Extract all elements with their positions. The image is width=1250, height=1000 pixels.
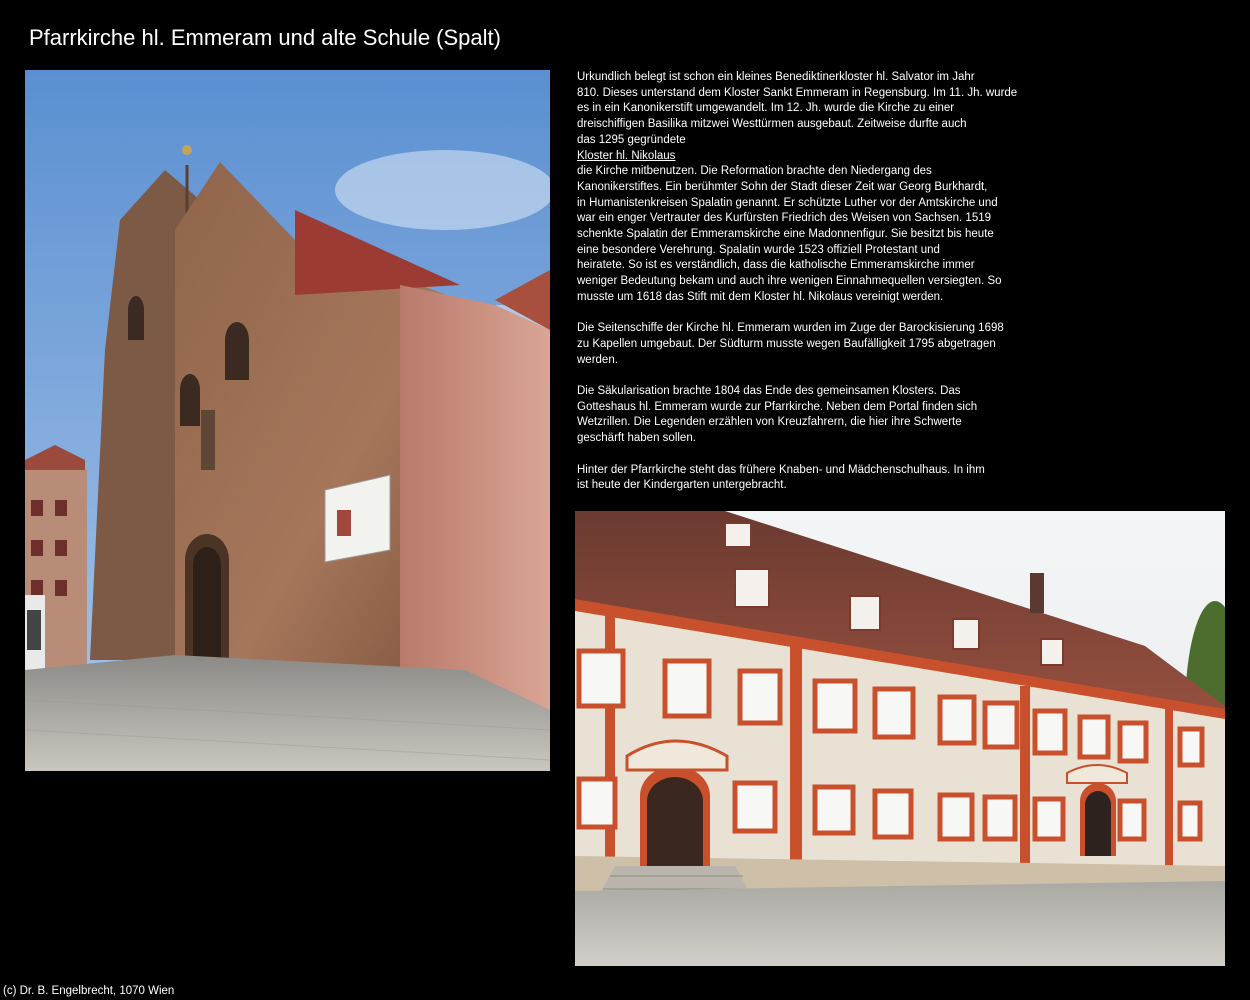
text-line: in Humanistenkreisen Spalatin genannt. Er schützte Luther vor der Amtskirche und [577,196,998,209]
text-line: die Kirche mitbenutzen. Die Reformation brachte den Niedergang des [577,165,932,178]
text-line: das 1295 gegründete [577,133,686,146]
page-title: Pfarrkirche hl. Emmeram und alte Schule (Spalt) [29,25,501,50]
church-photo [25,70,550,771]
article-paragraph-1 [577,70,1047,306]
text-line: Gotteshaus hl. Emmeram wurde zur Pfarrkirche. Neben dem Portal finden sich [577,400,978,413]
kloster-nikolaus-link[interactable]: Kloster hl. Nikolaus [577,149,676,162]
text-line: Urkundlich belegt ist schon ein kleines Benediktinerkloster hl. Salvator im Jahr [577,71,975,83]
text-line: 810. Dieses unterstand dem Kloster Sankt Emmeram in Regensburg. Im 11. Jh. wurde [577,86,1018,99]
text-line: eine besondere Verehrung. Spalatin wurde 1523 offiziell Protestant und [577,243,940,256]
text-line: musste um 1618 das Stift mit dem Kloster hl. Nikolaus vereinigt werden. [577,290,944,303]
text-line: Kanonikerstiftes. Ein berühmter Sohn der Stadt dieser Zeit war Georg Burkhardt, [577,180,988,193]
text-line: es in ein Kanonikerstift umgewandelt. Im 12. Jh. wurde die Kirche zu einer [577,102,955,115]
article-paragraph-3 [577,384,1047,447]
text-line: Die Säkularisation brachte 1804 das Ende des gemeinsamen Klosters. Das [577,385,961,398]
text-line: Wetzrillen. Die Legenden erzählen von Kreuzfahrern, die hier ihre Schwerte [577,416,962,429]
text-line: zu Kapellen umgebaut. Der Südturm musste wegen Baufälligkeit 1795 abgetragen [577,337,996,350]
article-paragraph-4 [577,463,1047,494]
school-photo [575,511,1225,966]
text-line: weniger Bedeutung bekam und auch ihre wenigen Einnahmequellen versiegten. So [577,275,1002,288]
text-line: Hinter der Pfarrkirche steht das frühere Knaben- und Mädchenschulhaus. In ihm [577,463,985,476]
text-line: dreischiffigen Basilika mitzwei Westtürmen ausgebaut. Zeitweise durfte auch [577,118,967,131]
article-text [577,70,1047,510]
text-line: geschärft haben sollen. [577,432,696,445]
text-line: war ein enger Vertrauter des Kurfürsten Friedrich des Weisen von Sachsen. 1519 [577,212,992,225]
text-line: werden. [577,353,618,366]
text-line: heiratete. So ist es verständlich, dass die katholische Emmeramskirche immer [577,259,975,272]
text-line: Die Seitenschiffe der Kirche hl. Emmeram wurden im Zuge der Barockisierung 1698 [577,322,1004,335]
text-line: schenkte Spalatin der Emmeramskirche eine Madonnenfigur. Sie besitzt bis heute [577,228,994,241]
copyright: (c) Dr. B. Engelbrecht, 1070 Wien [3,985,175,997]
text-line: ist heute der Kindergarten untergebracht. [577,479,787,492]
article-paragraph-2 [577,321,1047,368]
